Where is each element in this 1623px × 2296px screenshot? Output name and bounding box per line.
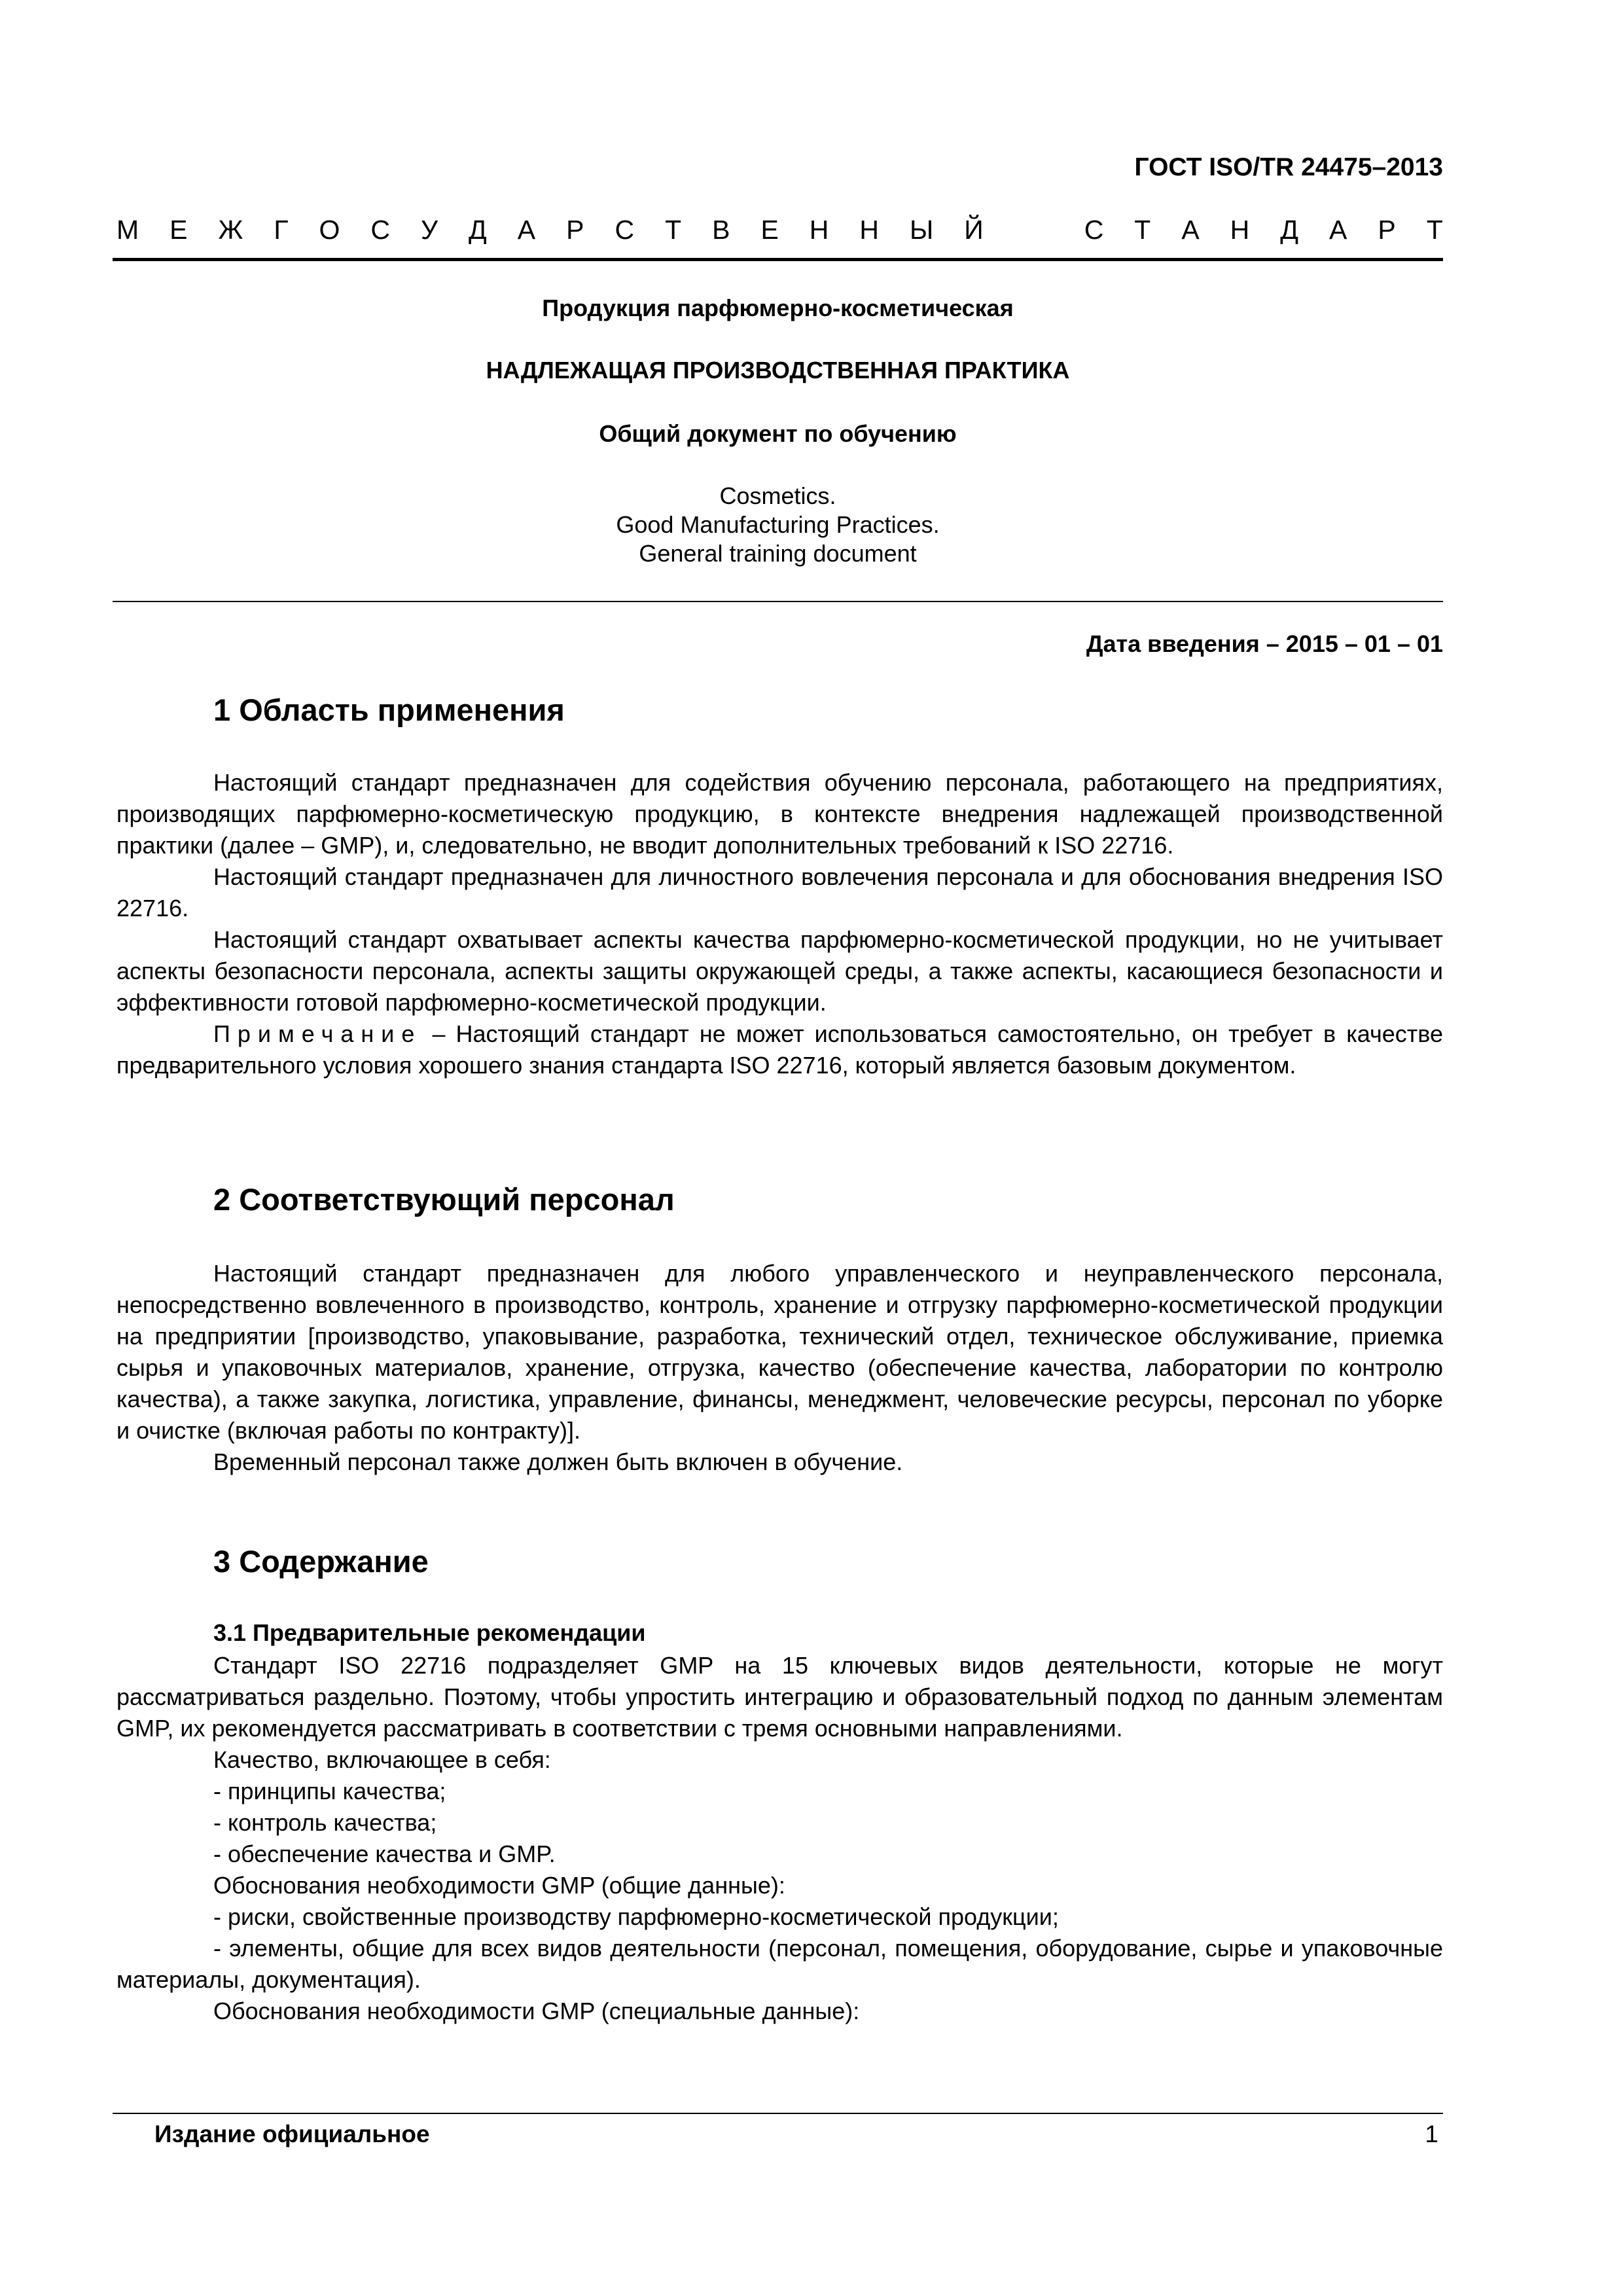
banner-letter: Г bbox=[274, 215, 289, 245]
list-item: - контроль качества; bbox=[213, 1809, 437, 1836]
list-item: - риски, свойственные производству парфюмерно-косметической продукции; bbox=[213, 1903, 1059, 1930]
banner-letter: Т bbox=[1134, 215, 1151, 245]
banner-letter: Й bbox=[964, 215, 984, 245]
paragraph: Стандарт ISO 22716 подразделяет GMP на 15 ключевых видов деятельности, которые не могут рассматриваться раздельно. Поэтому, чтобы упростить интеграцию и образовательный подход по данным элементам GMP, их рекомендуется рассматривать в соответствии с тремя основными направлениями. bbox=[116, 1652, 1443, 1742]
note-text: – Настоящий стандарт не может использоваться самостоятельно, он требует в качестве предварительного условия хорошего знания стандарта ISO 22716, который является базовым документом. bbox=[116, 1020, 1443, 1079]
header-rule bbox=[113, 258, 1443, 261]
english-title-line: General training document bbox=[639, 540, 917, 567]
banner-letter: А bbox=[1181, 215, 1200, 245]
banner-letter: А bbox=[1329, 215, 1347, 245]
banner-letter: Д bbox=[1280, 215, 1299, 245]
gmp-directions-list bbox=[116, 1744, 1443, 2027]
banner-letter: Н bbox=[809, 215, 829, 245]
banner-letter: В bbox=[712, 215, 730, 245]
banner-letter: Е bbox=[760, 215, 779, 245]
note-label: Примечание bbox=[213, 1020, 422, 1047]
banner-letter: Е bbox=[169, 215, 188, 245]
english-title bbox=[113, 482, 1443, 568]
edition-label: Издание официальное bbox=[154, 2121, 430, 2147]
banner-letter: А bbox=[517, 215, 536, 245]
section-2-heading: 2 Соответствующий персонал bbox=[213, 1182, 675, 1217]
english-title-line: Good Manufacturing Practices. bbox=[616, 511, 940, 538]
banner-letter: Ы bbox=[909, 215, 934, 245]
section-1-heading: 1 Область применения bbox=[213, 692, 565, 727]
paragraph: Настоящий стандарт предназначен для содействия обучению персонала, работающего на предприятиях, производящих парфюмерно-косметическую продукцию, в контексте внедрения надлежащей производственной практики (далее – GMP), и, следовательно, не вводит дополнительных требований к ISO 22716. bbox=[116, 769, 1443, 859]
list-item: - принципы качества; bbox=[213, 1778, 446, 1804]
title-rule bbox=[113, 601, 1443, 602]
paragraph: Настоящий стандарт предназначен для личностного вовлечения персонала и для обоснования внедрения ISO 22716. bbox=[116, 863, 1443, 922]
footer-rule bbox=[113, 2113, 1443, 2114]
title-main: НАДЛЕЖАЩАЯ ПРОИЗВОДСТВЕННАЯ ПРАКТИКА bbox=[486, 357, 1070, 384]
list-item: Обоснования необходимости GMP (специальные данные): bbox=[213, 1998, 860, 2024]
page-number: 1 bbox=[1425, 2121, 1438, 2147]
document-code: ГОСТ ISO/TR 24475–2013 bbox=[1134, 153, 1443, 181]
banner-letter: Т bbox=[665, 215, 682, 245]
banner-letter: Р bbox=[566, 215, 584, 245]
subsection-3-1-heading: 3.1 Предварительные рекомендации bbox=[213, 1619, 646, 1646]
banner-letter: С bbox=[370, 215, 391, 245]
english-title-line: Cosmetics. bbox=[719, 482, 836, 509]
banner-letter: Т bbox=[1426, 215, 1443, 245]
list-item: - элементы, общие для всех видов деятельности (персонал, помещения, оборудование, сырье и упаковочные материалы, документация). bbox=[116, 1935, 1443, 1993]
section-3-body bbox=[116, 1650, 1443, 2027]
banner-letter: Р bbox=[1378, 215, 1396, 245]
banner-letter: С bbox=[1084, 215, 1104, 245]
banner-letter: М bbox=[116, 215, 139, 245]
list-item: Качество, включающее в себя: bbox=[213, 1746, 551, 1773]
banner-letter: Ж bbox=[218, 215, 243, 245]
section-1-body bbox=[116, 767, 1443, 1081]
paragraph: Настоящий стандарт предназначен для любого управленческого и неуправленческого персонала, непосредственно вовлеченного в производство, контроль, хранение и отгрузку парфюмерно-косметической продукции на предприятии [производство, упаковывание, разработка, технический отдел, техническое обслуживание, приемка сырья и упаковочных материалов, хранение, отгрузка, качество (обеспечение качества, лаборатории по контролю качества), а также закупка, логистика, управление, финансы, менеджмент, человеческие ресурсы, персонал по уборке и очистке (включая работы по контракту)]. bbox=[116, 1260, 1443, 1444]
standard-banner bbox=[116, 215, 1443, 245]
title-product: Продукция парфюмерно-косметическая bbox=[542, 295, 1014, 321]
banner-letter: Н bbox=[859, 215, 879, 245]
banner-letter: О bbox=[319, 215, 340, 245]
paragraph: Настоящий стандарт охватывает аспекты качества парфюмерно-косметической продукции, но не учитывает аспекты безопасности персонала, аспекты защиты окружающей среды, а также аспекты, касающиеся безопасности и эффективности готовой парфюмерно-косметической продукции. bbox=[116, 926, 1443, 1016]
banner-letter: Н bbox=[1230, 215, 1250, 245]
list-item: - обеспечение качества и GMP. bbox=[213, 1840, 556, 1867]
title-sub: Общий документ по обучению bbox=[599, 420, 957, 447]
section-3-heading: 3 Содержание bbox=[213, 1544, 429, 1579]
note-paragraph bbox=[116, 1018, 1443, 1081]
banner-letter: У bbox=[421, 215, 438, 245]
banner-gap bbox=[1014, 215, 1054, 245]
banner-letter: С bbox=[615, 215, 635, 245]
section-2-body bbox=[116, 1258, 1443, 1478]
list-item: Обоснования необходимости GMP (общие данные): bbox=[213, 1872, 785, 1899]
paragraph: Временный персонал также должен быть включен в обучение. bbox=[213, 1448, 903, 1475]
banner-letter: Д bbox=[469, 215, 487, 245]
introduction-date: Дата введения – 2015 – 01 – 01 bbox=[1086, 630, 1443, 657]
